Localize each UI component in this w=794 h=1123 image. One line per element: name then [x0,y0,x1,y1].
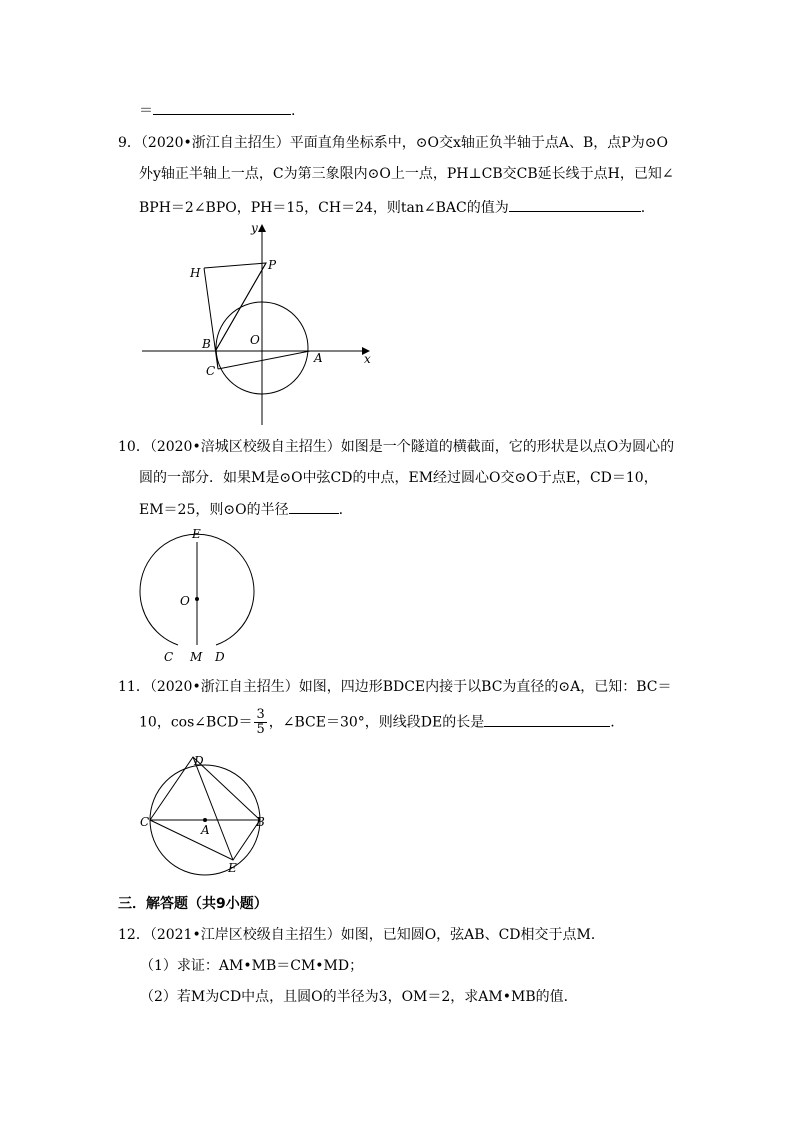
prev-answer-line [139,100,295,121]
q12-line1: 12．（2021•江岸区校级自主招生）如图，已知圆O，弦AB、CD相交于点M． [118,927,605,943]
q11-label-A: A [201,823,210,837]
q11-label-C: C [140,815,150,829]
q12-part2: （2）若M为CD中点，且圆O的半径为3，OM＝2，求AM•MB的值． [140,989,578,1005]
q11-label-D: D [194,754,204,768]
q10-label-C: C [164,650,174,664]
q11-line2-text-a: 10，cos∠BCD＝ [139,714,253,731]
q10-label-O: O [180,594,190,608]
q10-answer-blank [289,499,339,514]
answer-blank [153,100,291,115]
q10-label-M: M [190,650,203,664]
q9-ca-line [218,351,310,369]
q9-y-arrow [258,224,266,232]
q9-line3 [139,197,645,218]
q9-line3-text: BPH＝2∠BPO，PH＝15，CH＝24，则tan∠BAC的值为 [139,200,509,216]
q9-label-O: O [250,333,260,347]
q9-label-A: A [314,351,323,365]
q11-de-line [193,757,233,860]
q11-line2-text-b: ，∠BCE＝30°，则线段DE的长是 [268,714,485,731]
q9-label-y: y [251,221,258,235]
q9-label-B: B [202,337,211,351]
q9-label-x: x [364,352,371,366]
q9-label-H: H [190,266,201,280]
q11-line2 [139,708,615,737]
q11-period: . [610,714,615,731]
q10-center-dot [195,597,199,601]
q9-line2: 外y轴正半轴上一点，C为第三象限内⊙O上一点，PH⊥CB交CB延长线于点H，已知∠ [139,166,674,182]
q11-answer-blank [484,712,610,727]
q11-frac-den: 5 [256,722,265,737]
prev-equals: ＝ [139,103,153,119]
q9-answer-blank [509,197,641,212]
q9-line1: 9．（2020•浙江自主招生）平面直角坐标系中，⊙O交x轴正负半轴于点A、B，点P为⊙O [118,135,668,151]
q10-figure [134,525,264,665]
q11-center-dot [203,818,207,822]
prev-period: . [291,103,296,119]
q9-figure [140,220,380,430]
q10-period: . [338,502,344,518]
q11-quad [150,757,260,860]
q11-frac-num: 3 [256,707,265,722]
q10-line1: 10．（2020•涪城区校级自主招生）如图是一个隧道的横截面，它的形状是以点O为圆心的 [118,439,675,455]
q10-label-D: D [215,650,225,664]
q11-figure [138,748,278,878]
q10-line2: 圆的一部分．如果M是⊙O中弦CD的中点，EM经过圆心O交⊙O于点E，CD＝10， [139,470,658,486]
q11-line1: 11．（2020•浙江自主招生）如图，四边形BDCE内接于以BC为直径的⊙A，已知：BC＝ [118,679,672,695]
q11-fraction [254,708,266,737]
q10-line3-text: EM＝25，则⊙O的半径 [139,502,289,518]
q10-label-E: E [192,527,201,541]
section-3-title: 三．解答题（共9小题） [118,896,268,912]
q12-part1: （1）求证：AM•MB＝CM•MD； [140,958,364,974]
q11-label-B: B [256,815,265,829]
q9-period: . [640,200,646,216]
q10-line3 [139,499,343,520]
q9-label-P: P [268,258,277,272]
q11-label-E: E [228,861,237,875]
q9-label-C: C [206,364,216,378]
